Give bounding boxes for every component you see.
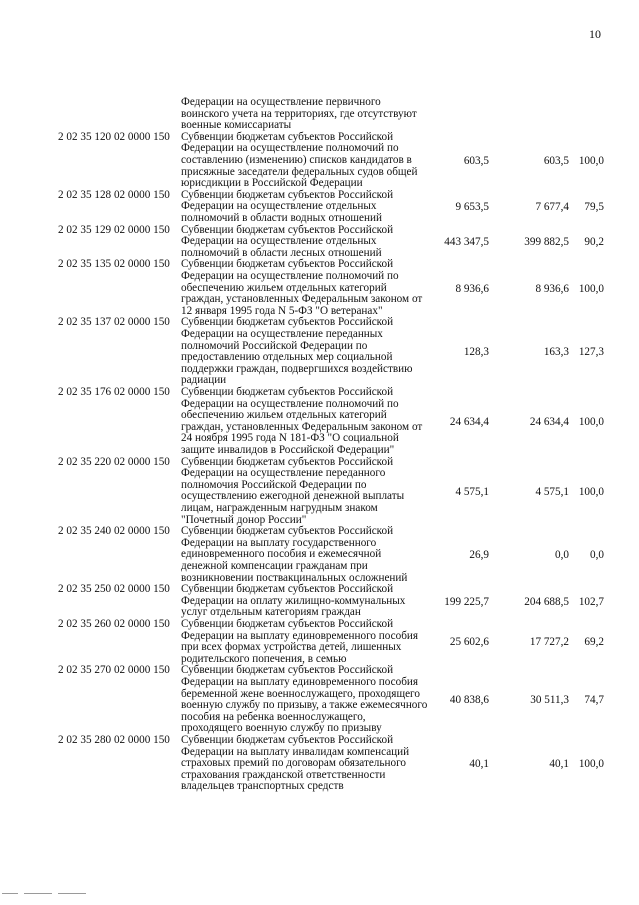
budget-code: 2 02 35 280 02 0000 150 <box>58 734 170 746</box>
plan-value: 4 575,1 <box>455 485 489 498</box>
actual-value: 204 688,5 <box>524 595 569 608</box>
description-line: Федерации на осуществление отдельных <box>181 200 377 213</box>
percent-value: 100,0 <box>578 282 604 295</box>
description-line: граждан, установленных Федеральным законом от <box>181 293 423 306</box>
plan-value: 443 347,5 <box>444 236 489 249</box>
description-line: возникновении поствакцинальных осложнений <box>181 571 408 584</box>
page-number: 10 <box>589 27 601 41</box>
description-line: Федерации на осуществление полномочий по <box>181 397 399 410</box>
description-line: при всех формах устройства детей, лишенных <box>181 641 402 654</box>
description-line: страховых премий по договорам обязательного <box>181 757 406 770</box>
plan-value: 603,5 <box>463 154 489 167</box>
description-line: пособия на ребенка военнослужащего, <box>181 710 366 723</box>
description-line: Субвенции бюджетам субъектов Российской <box>181 525 394 538</box>
description-line: защите инвалидов в Российской Федерации" <box>181 443 395 456</box>
description-line: поддержки граждан, подвергшихся воздействию <box>181 362 413 375</box>
description-line: Субвенции бюджетам субъектов Российской <box>181 618 394 630</box>
description-line: полномочий в области водных отношений <box>181 211 382 224</box>
percent-value: 100,0 <box>578 154 604 167</box>
percent-value: 102,7 <box>578 595 604 608</box>
description-text <box>181 619 431 665</box>
footer-rule-3 <box>58 893 86 894</box>
description-line: обеспечению жильем отдельных категорий <box>181 281 387 294</box>
description-text <box>181 665 431 735</box>
description-line: Федерации на выплату единовременного пособия <box>181 629 419 642</box>
table-row <box>0 584 639 619</box>
description-line: Субвенции бюджетам субъектов Российской <box>181 130 394 143</box>
actual-value: 4 575,1 <box>535 485 569 498</box>
table-row <box>0 387 639 457</box>
budget-code: 2 02 35 260 02 0000 150 <box>58 618 170 630</box>
plan-value: 9 653,5 <box>455 201 489 214</box>
description-line: услуг отдельным категориям граждан <box>181 606 361 619</box>
description-line: страхования гражданской ответственности <box>181 768 386 781</box>
budget-code: 2 02 35 240 02 0000 150 <box>58 525 170 538</box>
description-line: осуществлению ежегодной денежной выплаты <box>181 490 405 503</box>
description-text <box>181 735 431 793</box>
description-line: Субвенции бюджетам субъектов Российской <box>181 188 394 201</box>
description-line: воинского учета на территориях, где отсутствуют <box>181 107 417 120</box>
percent-value: 100,0 <box>578 485 604 498</box>
table-row <box>0 190 639 225</box>
actual-value: 0,0 <box>555 549 569 562</box>
actual-value: 7 677,4 <box>535 201 569 214</box>
description-text <box>181 97 431 132</box>
percent-value: 127,3 <box>578 346 604 359</box>
plan-value: 24 634,4 <box>449 416 489 428</box>
budget-code: 2 02 35 137 02 0000 150 <box>58 316 170 329</box>
budget-code: 2 02 35 176 02 0000 150 <box>58 386 170 398</box>
description-line: Субвенции бюджетам субъектов Российской <box>181 455 394 468</box>
description-line: владельцев транспортных средств <box>181 780 344 793</box>
plan-value: 25 602,6 <box>449 636 489 649</box>
description-line: составлению (изменению) списков кандидатов в <box>181 153 412 166</box>
plan-value: 26,9 <box>469 549 489 562</box>
description-line: проходящего военную службу по призыву <box>181 722 382 735</box>
description-line: единовременного пособия и ежемесячной <box>181 548 382 561</box>
description-line: юрисдикции в Российской Федерации <box>181 177 363 190</box>
description-line: Федерации на осуществление первичного <box>181 96 381 108</box>
description-line: присяжные заседатели федеральных судов общей <box>181 165 418 178</box>
actual-value: 17 727,2 <box>529 636 569 649</box>
description-line: Федерации на выплату единовременного пособия <box>181 675 419 688</box>
description-line: Федерации на осуществление полномочий по <box>181 142 399 155</box>
actual-value: 399 882,5 <box>524 236 569 249</box>
percent-value: 100,0 <box>578 416 604 428</box>
description-line: Федерации на осуществление переданных <box>181 327 383 340</box>
percent-value: 0,0 <box>590 549 604 562</box>
plan-value: 199 225,7 <box>444 595 489 608</box>
budget-code: 2 02 35 220 02 0000 150 <box>58 455 170 468</box>
description-line: полномочия Российской Федерации по <box>181 478 367 491</box>
description-text <box>181 190 431 225</box>
percent-value: 100,0 <box>578 758 604 771</box>
budget-code: 2 02 35 129 02 0000 150 <box>58 223 170 236</box>
actual-value: 30 511,3 <box>530 694 569 707</box>
footer-rule-2 <box>24 893 52 894</box>
description-text <box>181 132 431 190</box>
description-line: родительского попечения, в семью <box>181 652 347 665</box>
description-line: Федерации на осуществление полномочий по <box>181 269 399 282</box>
footer-rule-1 <box>2 893 18 894</box>
description-line: полномочий Российской Федерации по <box>181 339 368 352</box>
plan-value: 40 838,6 <box>449 694 489 707</box>
description-line: Федерации на осуществление переданного <box>181 467 386 480</box>
percent-value: 69,2 <box>584 636 604 649</box>
description-line: граждан, установленных Федеральным законом от <box>181 420 423 433</box>
actual-value: 603,5 <box>543 154 569 167</box>
description-line: полномочий в области лесных отношений <box>181 246 382 259</box>
description-line: военную службу по призыву, а также ежемесячного <box>181 699 428 712</box>
table-row <box>0 619 639 665</box>
budget-code: 2 02 35 270 02 0000 150 <box>58 664 170 677</box>
description-line: 24 ноября 1995 года N 181-ФЗ "О социальной <box>181 432 399 445</box>
budget-code: 2 02 35 135 02 0000 150 <box>58 258 170 271</box>
description-text <box>181 387 431 457</box>
percent-value: 90,2 <box>584 236 604 249</box>
actual-value: 163,3 <box>543 346 569 359</box>
description-line: Федерации на выплату инвалидам компенсаций <box>181 745 410 758</box>
description-line: беременной жене военнослужащего, проходящего <box>181 687 420 700</box>
plan-value: 8 936,6 <box>455 282 489 295</box>
table-row <box>0 259 639 317</box>
plan-value: 128,3 <box>463 346 489 359</box>
description-line: радиации <box>181 374 227 387</box>
actual-value: 8 936,6 <box>535 282 569 295</box>
actual-value: 40,1 <box>549 758 569 771</box>
description-line: Федерации на оплату жилищно-коммунальных <box>181 594 406 607</box>
description-line: 12 января 1995 года N 5-ФЗ "О ветеранах" <box>181 304 383 317</box>
table-row <box>0 317 639 387</box>
description-line: обеспечению жильем отдельных категорий <box>181 409 387 422</box>
percent-value: 79,5 <box>584 201 604 214</box>
description-line: военные комиссариаты <box>181 119 292 132</box>
description-line: лицам, награжденным нагрудным знаком <box>181 501 378 514</box>
table-row <box>0 665 639 735</box>
table-row <box>0 132 639 190</box>
description-line: Субвенции бюджетам субъектов Российской <box>181 223 394 236</box>
description-text <box>181 225 431 260</box>
description-line: Субвенции бюджетам субъектов Российской <box>181 583 394 596</box>
description-text <box>181 317 431 387</box>
table-row <box>0 457 639 527</box>
description-line: денежной компенсации гражданам при <box>181 559 368 572</box>
description-line: Субвенции бюджетам субъектов Российской <box>181 316 394 329</box>
table-row <box>0 225 639 260</box>
description-text <box>181 259 431 317</box>
description-text <box>181 457 431 527</box>
budget-code: 2 02 35 128 02 0000 150 <box>58 188 170 201</box>
description-line: Федерации на выплату государственного <box>181 536 377 549</box>
budget-code: 2 02 35 250 02 0000 150 <box>58 583 170 596</box>
description-line: Субвенции бюджетам субъектов Российской <box>181 386 394 398</box>
table-row <box>0 526 639 584</box>
percent-value: 74,7 <box>584 694 604 707</box>
budget-code: 2 02 35 120 02 0000 150 <box>58 130 170 143</box>
actual-value: 24 634,4 <box>529 416 569 428</box>
table-row <box>0 735 639 793</box>
description-line: Федерации на осуществление отдельных <box>181 235 377 248</box>
plan-value: 40,1 <box>469 758 489 771</box>
description-line: Субвенции бюджетам субъектов Российской <box>181 664 394 677</box>
description-line: "Почетный донор России" <box>181 513 307 526</box>
description-text <box>181 526 431 584</box>
description-line: Субвенции бюджетам субъектов Российской <box>181 734 394 746</box>
description-line: предоставлению отдельных мер социальной <box>181 351 393 364</box>
description-text <box>181 584 431 619</box>
description-line: Субвенции бюджетам субъектов Российской <box>181 258 394 271</box>
